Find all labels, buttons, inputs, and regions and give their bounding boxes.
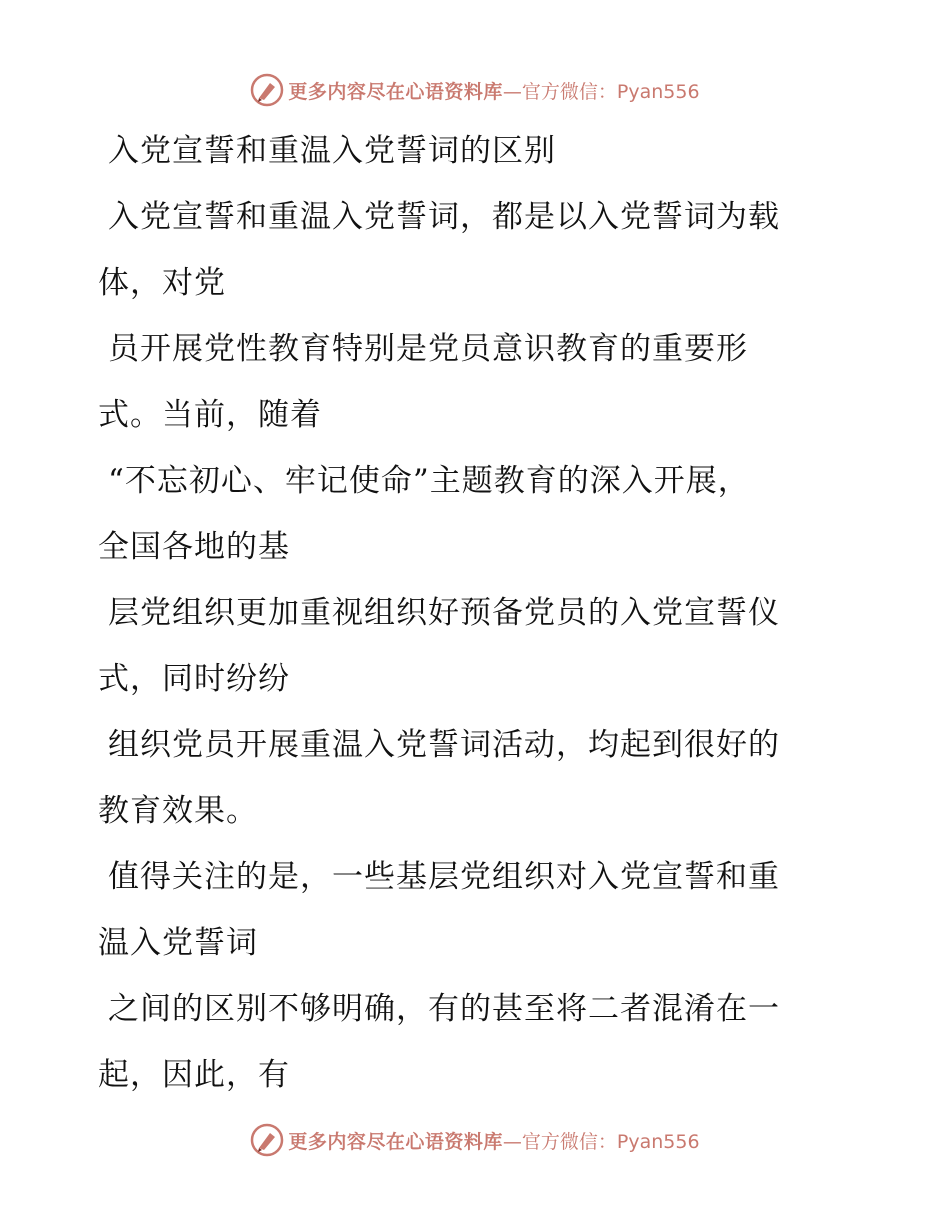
doc-title: 入党宣誓和重温入党誓词的区别 xyxy=(108,133,556,169)
doc-line: 式。当前，随着 xyxy=(98,397,322,433)
doc-line: 全国各地的基 xyxy=(98,529,290,565)
watermark-brand-text: 更多内容尽在心语资料库 xyxy=(288,80,503,103)
doc-line: 层党组织更加重视组织好预备党员的入党宣誓仪 xyxy=(108,595,780,631)
watermark-contact-text: —官方微信：Pyan556 xyxy=(502,80,700,103)
doc-line: “不忘初心、牢记使命”主题教育的深入开展， xyxy=(108,463,750,499)
doc-line: 体，对党 xyxy=(98,265,226,301)
doc-line: 员开展党性教育特别是党员意识教育的重要形 xyxy=(108,331,748,367)
doc-line: 值得关注的是，一些基层党组织对入党宣誓和重 xyxy=(108,859,780,895)
doc-line: 温入党誓词 xyxy=(98,925,258,961)
document-body xyxy=(98,118,838,1108)
doc-line: 入党宣誓和重温入党誓词，都是以入党誓词为载 xyxy=(108,199,780,235)
doc-line: 式，同时纷纷 xyxy=(98,661,290,697)
header-watermark xyxy=(0,70,950,110)
doc-line: 组织党员开展重温入党誓词活动，均起到很好的 xyxy=(108,727,780,763)
footer-watermark xyxy=(0,1120,950,1160)
watermark-brand-text: 更多内容尽在心语资料库 xyxy=(288,1130,503,1153)
pen-logo-icon xyxy=(250,73,284,107)
doc-line: 起，因此，有 xyxy=(98,1057,290,1093)
doc-line: 之间的区别不够明确，有的甚至将二者混淆在一 xyxy=(108,991,780,1027)
watermark-contact-text: —官方微信：Pyan556 xyxy=(502,1130,700,1153)
doc-line: 教育效果。 xyxy=(98,793,258,829)
pen-logo-icon xyxy=(250,1123,284,1157)
